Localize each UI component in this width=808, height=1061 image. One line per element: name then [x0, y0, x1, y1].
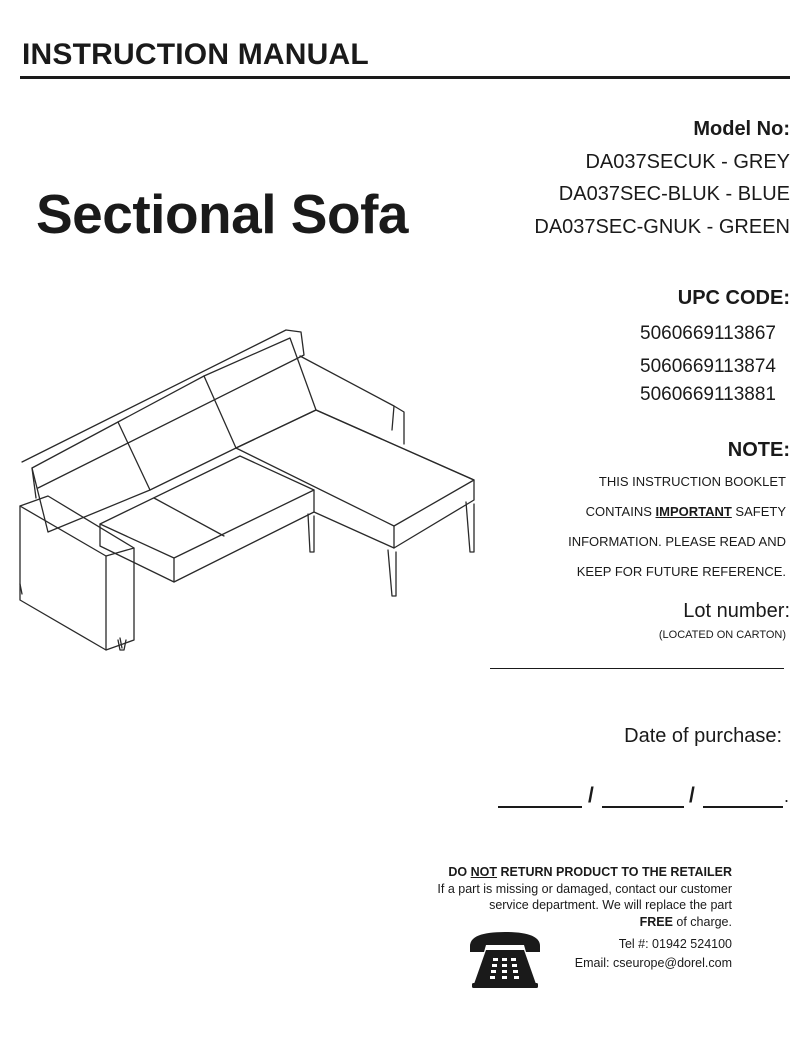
- model-grey: DA037SECUK - GREY: [585, 151, 790, 173]
- customer-service-notice: [437, 864, 732, 930]
- lot-label: Lot number:: [683, 600, 790, 622]
- lot-location-note: (LOCATED ON CARTON): [658, 629, 786, 641]
- date-day-line: [498, 806, 582, 808]
- replace-part-line: service department. We will replace the part: [489, 898, 732, 912]
- model-label: Model No:: [693, 118, 790, 140]
- date-year-line: [703, 806, 783, 808]
- model-green: DA037SEC-GNUK - GREEN: [534, 216, 790, 238]
- missing-part-line: If a part is missing or damaged, contact our customer: [437, 881, 732, 896]
- note-line-3: INFORMATION. PLEASE READ AND: [568, 534, 786, 549]
- product-name: Sectional Sofa: [36, 183, 408, 245]
- date-month-line: [602, 806, 684, 808]
- sofa-illustration: [14, 320, 484, 660]
- lot-number-line: [490, 668, 784, 669]
- model-blue: DA037SEC-BLUK - BLUE: [558, 183, 790, 205]
- header-divider: [20, 76, 790, 79]
- purchase-date-label: Date of purchase:: [624, 725, 782, 747]
- note-line-4: KEEP FOR FUTURE REFERENCE.: [576, 564, 786, 579]
- upc-code-1: 5060669113867: [640, 323, 776, 344]
- important-emphasis: IMPORTANT: [655, 504, 732, 519]
- note-line-2: CONTAINS IMPORTANT SAFETY: [585, 504, 786, 519]
- manual-title: INSTRUCTION MANUAL: [22, 38, 369, 71]
- date-end-dot: .: [784, 786, 790, 806]
- tel-number: Tel #: 01942 524100: [618, 937, 732, 951]
- upc-code-2: 5060669113874: [640, 356, 776, 377]
- upc-code-3: 5060669113881: [640, 384, 776, 405]
- note-line-1: THIS INSTRUCTION BOOKLET: [598, 474, 786, 489]
- date-separator-2: /: [689, 784, 695, 807]
- note-label: NOTE:: [727, 439, 790, 461]
- email-address: Email: cseurope@dorel.com: [574, 956, 732, 970]
- return-warning: DO NOT RETURN PRODUCT TO THE RETAILER: [448, 865, 732, 879]
- telephone-icon: [466, 928, 544, 997]
- date-separator-1: /: [588, 784, 594, 807]
- free-of-charge-line: FREE of charge.: [639, 914, 732, 929]
- upc-label: UPC CODE:: [677, 287, 790, 309]
